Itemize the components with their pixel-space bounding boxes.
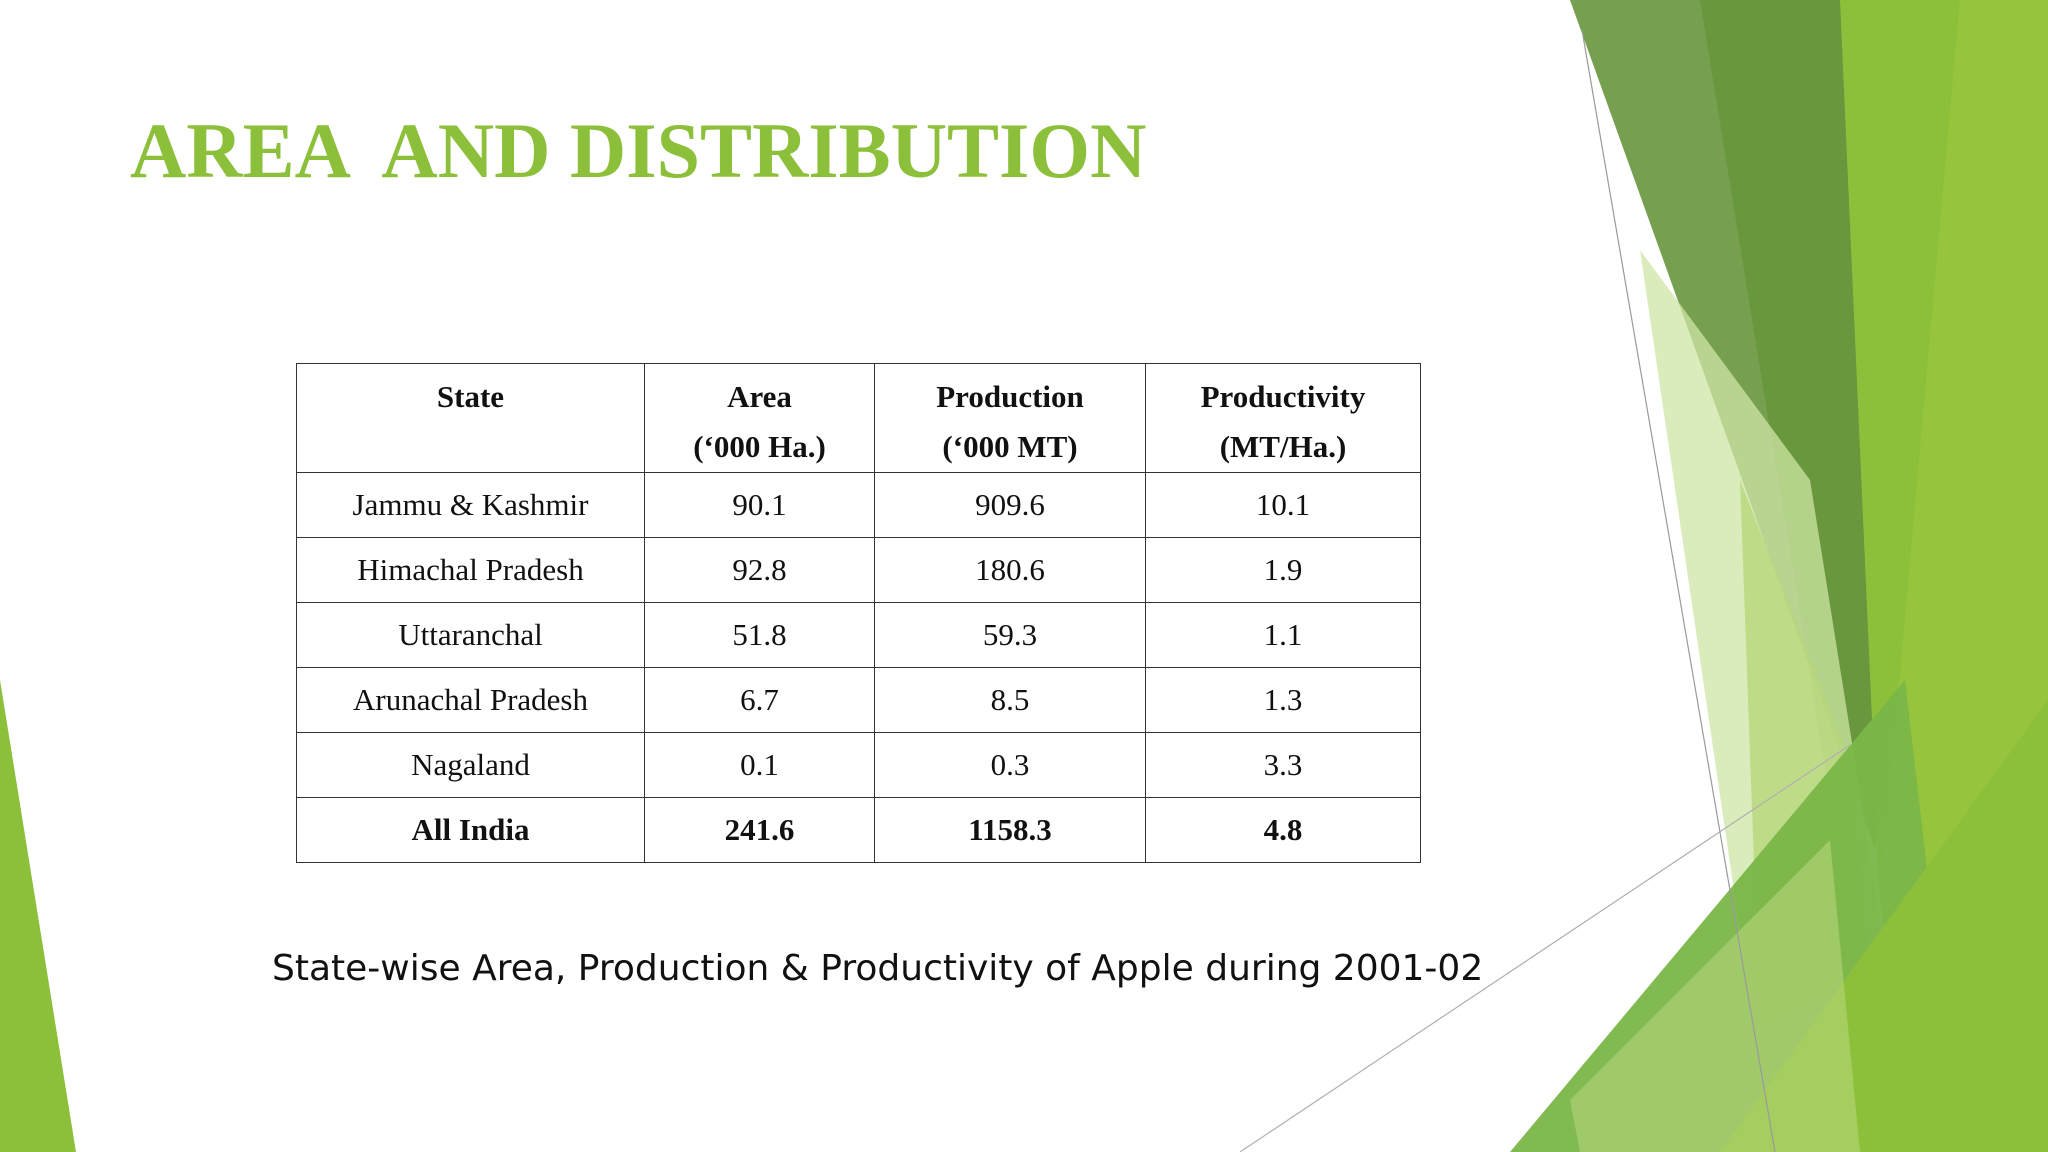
header-production <box>875 364 1146 473</box>
cell-state: Arunachal Pradesh <box>297 668 645 733</box>
table-caption: State-wise Area, Production & Productivity of Apple during 2001-02 <box>272 948 1484 989</box>
table-row <box>297 603 1421 668</box>
header-productivity-unit: (MT/Ha.) <box>1219 429 1347 464</box>
cell-production: 8.5 <box>875 668 1146 733</box>
cell-area: 6.7 <box>645 668 875 733</box>
cell-area-total: 241.6 <box>645 798 875 863</box>
slide-title: AREA AND DISTRIBUTION <box>130 107 1147 194</box>
cell-production: 180.6 <box>875 538 1146 603</box>
cell-production: 909.6 <box>875 473 1146 538</box>
header-area <box>645 364 875 473</box>
cell-state: Nagaland <box>297 733 645 798</box>
cell-area: 92.8 <box>645 538 875 603</box>
table-header-row <box>297 364 1421 473</box>
cell-state: Uttaranchal <box>297 603 645 668</box>
table-row <box>297 668 1421 733</box>
header-area-unit: (‘000 Ha.) <box>693 429 826 464</box>
cell-productivity: 1.1 <box>1146 603 1421 668</box>
cell-productivity: 3.3 <box>1146 733 1421 798</box>
apple-statistics-table <box>296 363 1421 863</box>
cell-state-total: All India <box>297 798 645 863</box>
cell-production: 59.3 <box>875 603 1146 668</box>
header-productivity-label: Productivity <box>1200 379 1366 414</box>
bottom-facet-light <box>1570 840 1860 1152</box>
header-area-label: Area <box>727 379 792 414</box>
table-row <box>297 473 1421 538</box>
cell-productivity: 1.3 <box>1146 668 1421 733</box>
cell-productivity-total: 4.8 <box>1146 798 1421 863</box>
header-state <box>297 364 645 473</box>
table-total-row <box>297 798 1421 863</box>
cell-productivity: 1.9 <box>1146 538 1421 603</box>
table-row <box>297 733 1421 798</box>
cell-productivity: 10.1 <box>1146 473 1421 538</box>
cell-state: Himachal Pradesh <box>297 538 645 603</box>
header-production-label: Production <box>936 379 1084 414</box>
cell-area: 51.8 <box>645 603 875 668</box>
header-productivity <box>1146 364 1421 473</box>
header-production-unit: (‘000 MT) <box>942 429 1078 464</box>
cell-production: 0.3 <box>875 733 1146 798</box>
cell-area: 90.1 <box>645 473 875 538</box>
left-green-triangle <box>0 680 76 1152</box>
header-state-label: State <box>436 379 505 414</box>
cell-production-total: 1158.3 <box>875 798 1146 863</box>
table-row <box>297 538 1421 603</box>
cell-state: Jammu & Kashmir <box>297 473 645 538</box>
cell-area: 0.1 <box>645 733 875 798</box>
